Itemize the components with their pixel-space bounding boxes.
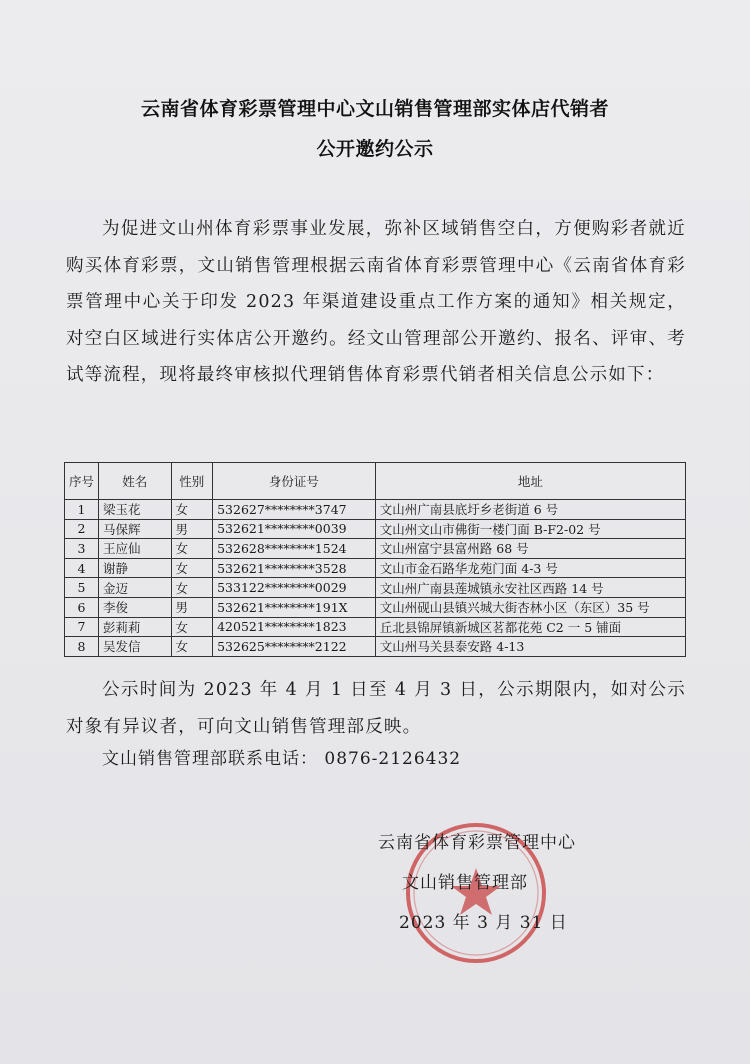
header-id: 身份证号 xyxy=(213,463,376,500)
table-row xyxy=(65,519,686,539)
cell-gender: 女 xyxy=(171,558,213,578)
cell-address: 文山州富宁县富州路 68 号 xyxy=(375,539,685,559)
cell-id: 532628********1524 xyxy=(213,539,376,559)
cell-id: 420521********1823 xyxy=(213,617,376,637)
cell-address: 文山州广南县底圩乡老街道 6 号 xyxy=(375,500,685,520)
signature-organization: 云南省体育彩票管理中心 xyxy=(378,833,576,853)
cell-name: 梁玉花 xyxy=(99,500,172,520)
table-row xyxy=(65,500,686,520)
cell-address: 丘北县锦屏镇新城区茗都花苑 C2 一 5 铺面 xyxy=(375,617,685,637)
cell-gender: 女 xyxy=(171,539,213,559)
signature-date: 2023 年 3 月 31 日 xyxy=(399,913,568,933)
cell-address: 文山市金石路华龙苑门面 4-3 号 xyxy=(375,558,685,578)
cell-id: 532621********0039 xyxy=(213,519,376,539)
header-name: 姓名 xyxy=(99,463,172,500)
table-row xyxy=(65,597,686,617)
cell-gender: 男 xyxy=(171,519,213,539)
cell-gender: 女 xyxy=(171,617,213,637)
cell-name: 马保辉 xyxy=(99,519,172,539)
table-row xyxy=(65,558,686,578)
cell-seq: 7 xyxy=(65,617,99,637)
cell-address: 文山州文山市佛街一楼门面 B-F2-02 号 xyxy=(375,519,685,539)
agents-table xyxy=(64,462,686,657)
cell-seq: 4 xyxy=(65,558,99,578)
header-gender: 性别 xyxy=(171,463,213,500)
header-seq: 序号 xyxy=(65,463,99,500)
cell-gender: 女 xyxy=(171,637,213,657)
cell-seq: 6 xyxy=(65,597,99,617)
contact-phone: 文山销售管理部联系电话： 0876-2126432 xyxy=(102,749,462,769)
cell-name: 金迈 xyxy=(99,578,172,598)
cell-name: 李俊 xyxy=(99,597,172,617)
cell-name: 吴发信 xyxy=(99,637,172,657)
document-title-line1: 云南省体育彩票管理中心文山销售管理部实体店代销者 xyxy=(140,98,609,120)
cell-id: 532621********191X xyxy=(213,597,376,617)
table-row xyxy=(65,539,686,559)
cell-address: 文山州广南县莲城镇永安社区西路 14 号 xyxy=(375,578,685,598)
cell-id: 532621********3528 xyxy=(213,558,376,578)
cell-id: 532625********2122 xyxy=(213,637,376,657)
cell-id: 532627********3747 xyxy=(213,500,376,520)
table-row xyxy=(65,617,686,637)
header-address: 地址 xyxy=(375,463,685,500)
table-header-row xyxy=(65,463,686,500)
cell-seq: 5 xyxy=(65,578,99,598)
cell-id: 533122********0029 xyxy=(213,578,376,598)
cell-seq: 2 xyxy=(65,519,99,539)
cell-address: 文山州马关县泰安路 4-13 xyxy=(375,637,685,657)
intro-paragraph: 为促进文山州体育彩票事业发展，弥补区域销售空白，方便购彩者就近购买体育彩票，文山销售管理根据云南省体育彩票管理中心《云南省体育彩票管理中心关于印发 2023 年渠道建设重点工作方案的通知》相关规定，对空白区域进行实体店公开邀约。经文山管理部公开邀约、报名、评审、考试等流程，现将最终审核拟代理销售体育彩票代销者相关信息公示如下： xyxy=(66,219,686,385)
cell-gender: 男 xyxy=(171,597,213,617)
cell-seq: 1 xyxy=(65,500,99,520)
notice-period-paragraph: 公示时间为 2023 年 4 月 1 日至 4 月 3 日，公示期限内，如对公示对象有异议者，可向文山销售管理部反映。 xyxy=(66,680,686,737)
cell-gender: 女 xyxy=(171,578,213,598)
cell-name: 彭莉莉 xyxy=(99,617,172,637)
cell-address: 文山州砚山县镇兴城大街杏林小区（东区）35 号 xyxy=(375,597,685,617)
cell-seq: 3 xyxy=(65,539,99,559)
cell-name: 王应仙 xyxy=(99,539,172,559)
cell-gender: 女 xyxy=(171,500,213,520)
document-title-line2: 公开邀约公示 xyxy=(316,138,434,160)
table-row xyxy=(65,637,686,657)
signature-department: 文山销售管理部 xyxy=(402,873,528,893)
cell-name: 谢静 xyxy=(99,558,172,578)
cell-seq: 8 xyxy=(65,637,99,657)
table-row xyxy=(65,578,686,598)
